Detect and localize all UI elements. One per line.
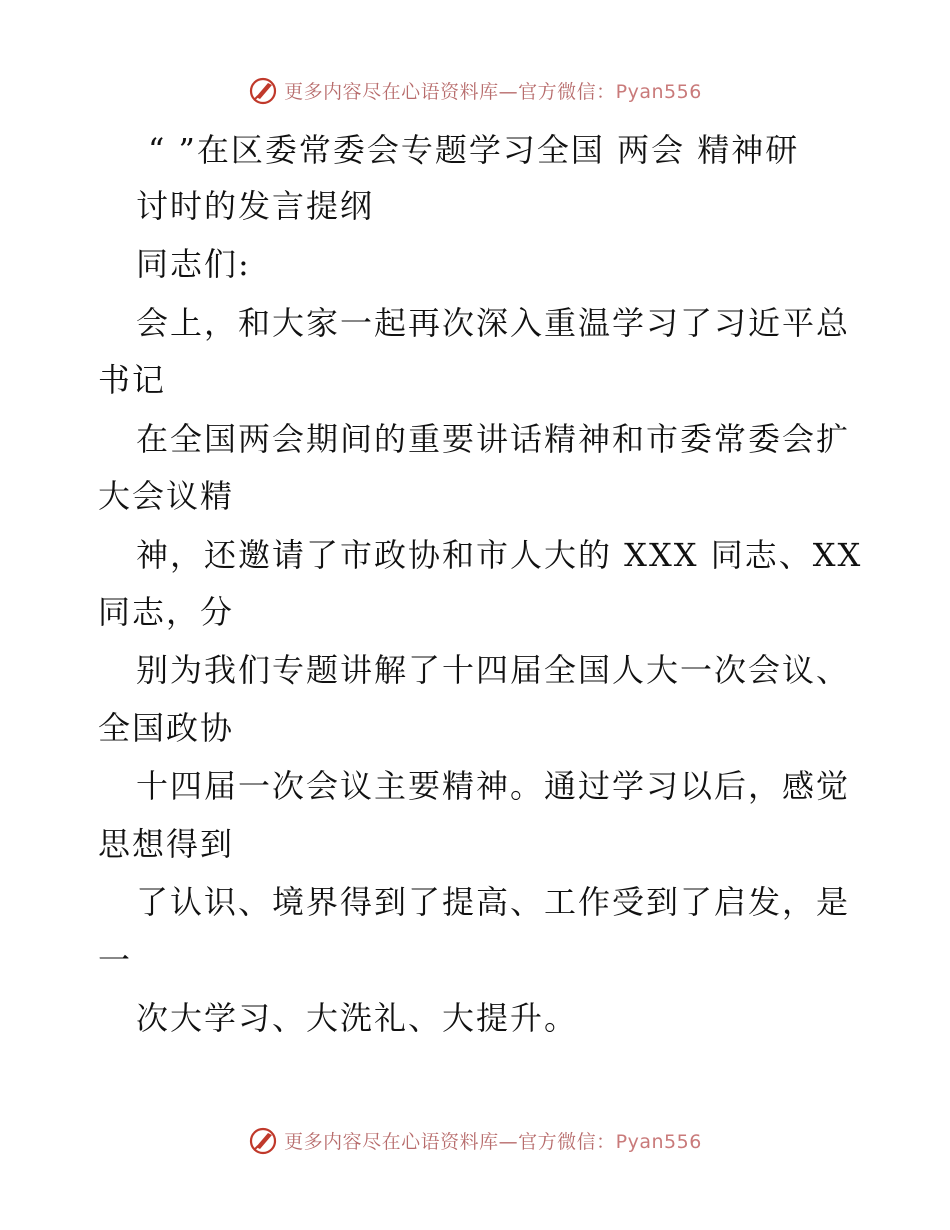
document-title-line-1: “ ”在区委常委会专题学习全国 两会 精神研 [148, 131, 800, 169]
document-title-line-2: 讨时的发言提纲 [136, 187, 375, 225]
paragraph-line: 思想得到 [98, 825, 235, 863]
header-banner-text [284, 77, 702, 104]
header-banner-handle: Pyan556 [615, 80, 702, 103]
paragraph-line: 别为我们专题讲解了十四届全国人大一次会议、 [136, 651, 851, 689]
paragraph-line: 次大学习、大洗礼、大提升。 [136, 999, 579, 1037]
paragraph-line: 大会议精 [98, 477, 235, 515]
paragraph-line: 同志，分 [98, 593, 235, 631]
header-watermark-banner [0, 70, 950, 110]
document-salutation: 同志们: [136, 245, 251, 283]
paragraph-line: 全国政协 [98, 709, 235, 747]
paragraph-line: 一 [98, 941, 133, 979]
paragraph-line: 了认识、境界得到了提高、工作受到了启发，是 [136, 883, 851, 921]
paragraph-line: 在全国两会期间的重要讲话精神和市委常委会扩 [136, 420, 851, 458]
footer-banner-handle: Pyan556 [615, 1130, 702, 1153]
footer-watermark-banner [0, 1120, 950, 1160]
footer-banner-label: 更多内容尽在心语资料库—官方微信： [284, 1130, 616, 1153]
paragraph-line: 十四届一次会议主要精神。通过学习以后，感觉 [136, 767, 851, 805]
quill-pen-logo-icon [248, 1125, 278, 1155]
footer-banner-text [284, 1127, 702, 1154]
header-banner-label: 更多内容尽在心语资料库—官方微信： [284, 80, 616, 103]
paragraph-line: 神，还邀请了市政协和市人大的 XXX 同志、XX [136, 536, 863, 574]
paragraph-line: 会上，和大家一起再次深入重温学习了习近平总 [136, 304, 851, 342]
quill-pen-logo-icon [248, 75, 278, 105]
paragraph-line: 书记 [98, 361, 167, 399]
